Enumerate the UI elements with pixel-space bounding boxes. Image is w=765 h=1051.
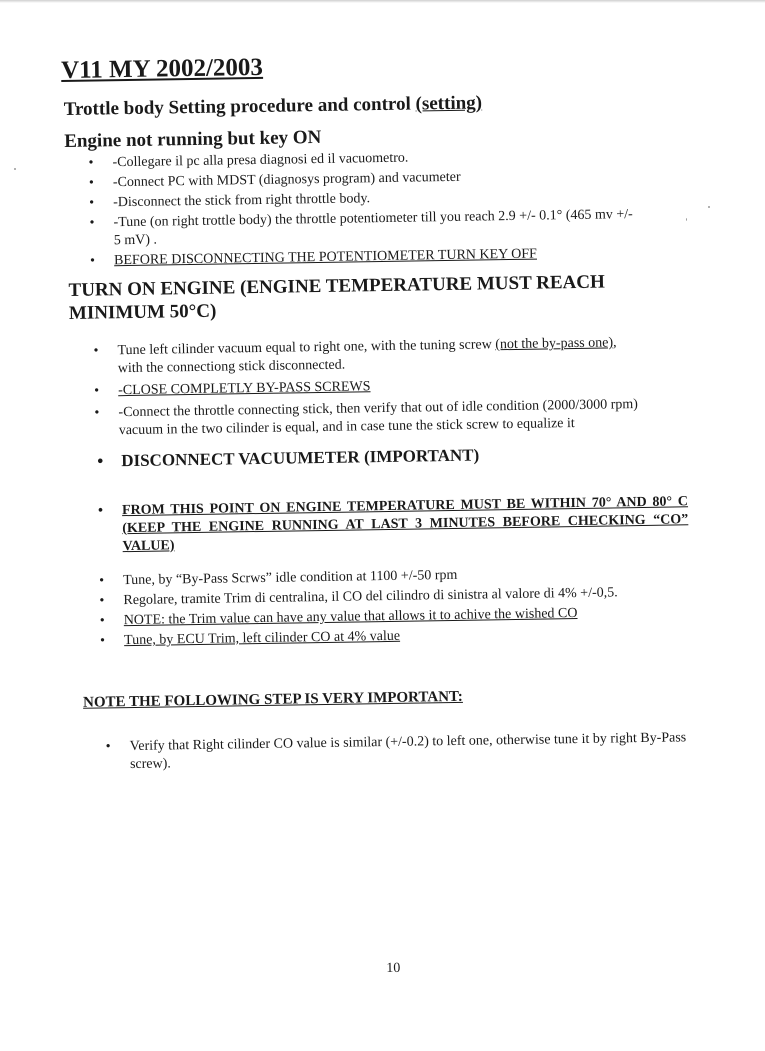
list-item-line: • -Connect the throttle connecting stick, then verify that out of idle condition (2000/3000 rpm) [118,397,638,421]
list-item: • FROM THIS POINT ON ENGINE TEMPERATURE MUST BE WITHIN 70° AND 80° C (KEEP THE ENGINE RUNNING AT LAST 3 MINUTES BEFORE CHECKING “CO” VALUE) [98,493,689,556]
scan-speck [708,206,710,208]
list-item: • DISCONNECT VACUUMETER (IMPORTANT) [97,441,687,471]
engine-on-steps [93,333,685,444]
list-item: • -Connect PC with MDST (diagnosys program) and vacumeter [89,165,679,192]
subtitle-setting-link: (setting) [415,92,483,115]
list-item: • Tune, by ECU Trim, left cilinder CO at 4% value [100,623,690,650]
section-heading-engine-on: TURN ON ENGINE (ENGINE TEMPERATURE MUST REACH MINIMUM 50°C) [68,271,605,324]
vacuumeter-step [97,441,687,471]
engine-off-steps [88,145,680,272]
page-number: 10 [386,960,401,977]
list-item: • -Collegare il pc alla presa diagnosi ed il vacuometro. [88,145,678,172]
list-item-line: vacuum in the two cilinder is equal, and in case tune the stick screw to equalize it [118,416,575,439]
list-item: • NOTE: the Trim value can have any value that allows it to achive the wished CO [100,603,690,630]
list-item-line: • -Tune (on right trottle body) the throttle potentiometer till you reach 2.9 +/- 0.1° (465 mv +/- [113,207,633,231]
list-item-line: with the connectiong stick disconnected. [117,357,346,377]
procedure-subtitle [64,92,483,121]
subtitle-text: Trottle body Setting procedure and control [63,93,416,121]
list-item [94,395,684,440]
scan-speck [14,168,16,170]
list-item: • -CLOSE COMPLETLY BY-PASS SCREWS [94,373,684,400]
document-title: V11 MY 2002/2003 [60,53,264,85]
list-item-warning: • BEFORE DISCONNECTING THE POTENTIOMETER TURN KEY OFF [90,243,680,270]
list-item: • -Disconnect the stick from right throttle body. [89,185,679,212]
co-tuning-steps [99,563,690,652]
final-step [106,729,696,774]
list-item-line: 5 mV) . [113,232,158,249]
list-item-underlined: (not the by-pass one) [495,335,614,353]
list-item: • Regolare, tramite Trim di centralina, il CO del cilindro di sinistra al valore di 4% +/-0,5. [99,583,689,610]
important-note-heading: NOTE THE FOLLOWING STEP IS VERY IMPORTANT: [82,688,463,711]
list-item [93,333,683,378]
list-item: • Tune, by “By-Pass Scrws” idle condition at 1100 +/-50 rpm [99,563,689,590]
list-item-text: Tune left cilinder vacuum equal to right one, with the tuning screw [117,337,496,359]
list-item-tail: , [612,335,617,351]
scan-speck [686,218,687,221]
temperature-step [98,493,689,556]
section-heading-engine-off: Engine not running but key ON [64,126,322,153]
list-item: • Verify that Right cilinder CO value is similar (+/-0.2) to left one, otherwise tune it by right By-Pass screw). [106,729,696,774]
